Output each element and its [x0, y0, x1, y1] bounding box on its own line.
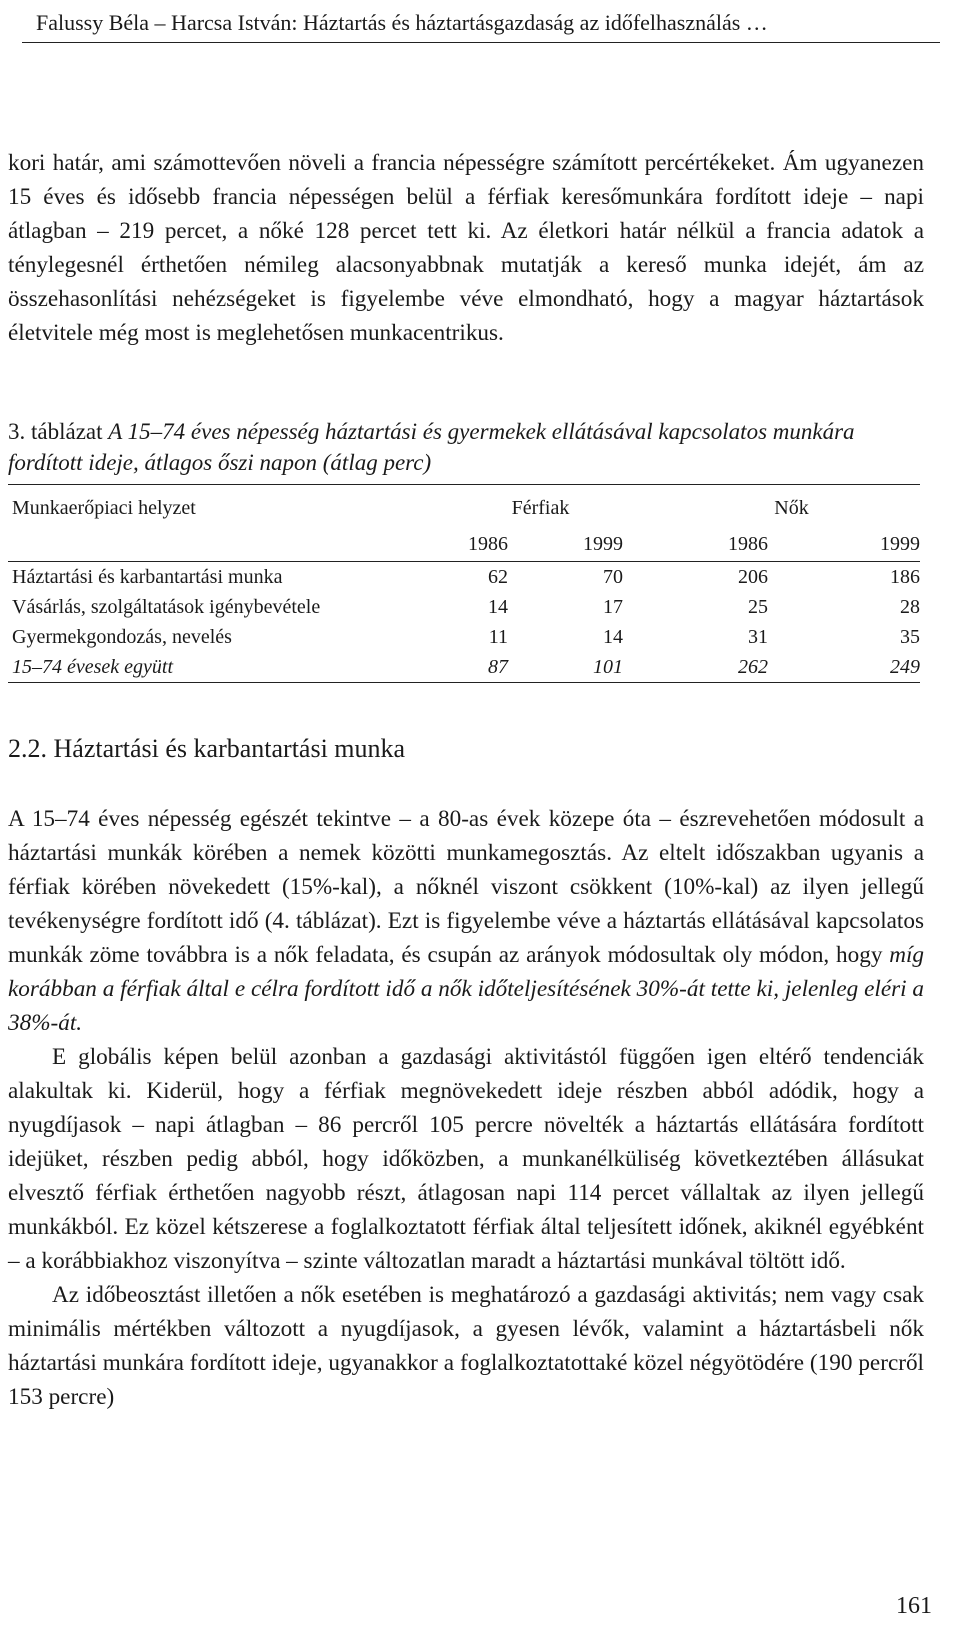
- value-cell: 62: [488, 565, 508, 588]
- value-cell: 101: [508, 652, 623, 683]
- running-header: [22, 2, 940, 43]
- group-men: Férfiak: [418, 485, 623, 528]
- value-cell: 186: [890, 565, 920, 588]
- time-use-table: [8, 484, 920, 683]
- body-paragraph-1-text: A 15–74 éves népesség egészét tekintve – a 80-as évek közepe óta – észrevehetően módosult a háztartási munkák körében a nemek közötti munkamegosztás. Az eltelt időszakban ugyanis a férfiak körében növekedett (15%-kal), a nőknél viszont csökkent (10%-kal) az ilyen jellegű tevékenységre fordított idő (4. táblázat). Ezt is figyelembe véve a háztartás ellátásával kapcsolatos munkák zöme továbbra is a nők feladata, és csupán az arányok módosultak oly módon, hogy: [8, 806, 924, 968]
- value-cell: 31: [748, 625, 768, 648]
- table-caption-text: A 15–74 éves népesség háztartási és gyermekek ellátásával kapcsolatos munkára fordított ideje, átlagos őszi napon (átlag perc): [8, 419, 855, 475]
- value-cell: 70: [603, 565, 623, 588]
- table-total-row: [8, 652, 920, 683]
- year-cell: 1986: [623, 527, 768, 562]
- year-cell: 1999: [768, 527, 920, 562]
- table-year-row: [8, 527, 920, 562]
- value-cell: 11: [488, 625, 508, 648]
- value-cell: 28: [900, 595, 920, 618]
- group-women: Nők: [623, 485, 920, 528]
- value-cell: 262: [623, 652, 768, 683]
- row-label: Gyermekgondozás, nevelés: [12, 625, 232, 648]
- row-label: Vásárlás, szolgáltatások igénybevétele: [12, 595, 321, 618]
- value-cell: 14: [603, 625, 623, 648]
- table-caption-label: 3. táblázat: [8, 419, 103, 444]
- page-number: 161: [896, 1593, 932, 1619]
- table-row: [8, 592, 920, 622]
- intro-paragraph: kori határ, ami számottevően növeli a francia népességre számított percértékeket. Ám ugyanezen 15 éves és idősebb francia népességen belül a férfiak keresőmunkára fordított ideje – napi átlagban – 219 percet, a nőké 128 percet tett ki. Az életkori határ nélkül a francia adatok a ténylegesnél érthetően némileg alacsonyabbnak mutatják a kereső munka idejét, ám az összehasonlítási nehézségeket is figyelembe véve elmondható, hogy a magyar háztartások életvitele még most is meglehetősen munkacentrikus.: [8, 150, 924, 346]
- body-paragraph-2: E globális képen belül azonban a gazdasági aktivitástól függően igen eltérő tendenciák alakultak ki. Kiderül, hogy a férfiak megnövekedett ideje részben abból adódik, hogy a nyugdíjasok – napi átlagban – 86 percről 105 percre növelték a háztartás ellátására fordított idejüket, részben pedig abból, hogy időközben, a munkanélküliség következtében állásukat elvesztő férfiak érthetően nagyobb részt, átlagosan napi 114 percet vállaltak az ilyen jellegű munkákból. Ez közel kétszerese a foglalkoztatott férfiak által teljesített időnek, akiknél egyébként – a korábbiakhoz viszonyítva – szinte változatlan maradt a háztartási munkával töltött idő.: [8, 1044, 924, 1274]
- table-row: [8, 562, 920, 593]
- value-cell: 25: [748, 595, 768, 618]
- year-cell: 1986: [418, 527, 508, 562]
- running-title: Falussy Béla – Harcsa István: Háztartás és háztartásgazdaság az időfelhasználás …: [36, 10, 768, 35]
- row-header: Munkaerőpiaci helyzet: [8, 485, 418, 528]
- intro-paragraph-block: [8, 146, 924, 350]
- value-cell: 14: [488, 595, 508, 618]
- section-heading: 2.2. Háztartási és karbantartási munka: [8, 734, 406, 763]
- body-paragraph-1-italic: míg korábban a férfiak által e célra fordított idő a nők időteljesítésének 30%-át tette ki, jelenleg eléri a 38%-át.: [8, 942, 924, 1036]
- value-cell: 35: [900, 625, 920, 648]
- year-cell: 1999: [508, 527, 623, 562]
- body-paragraph-3: Az időbeosztást illetően a nők esetében is meghatározó a gazdasági aktivitás; nem vagy csak minimális mértékben változott a nyugdíjasok, a gyesen lévők, valamint a háztartásbeli nők háztartási munkára fordított ideje, ugyanakkor a foglalkoztatottaké közel négyötödére (190 percről 153 percre): [8, 1282, 924, 1410]
- body-paragraph-1: [8, 802, 924, 1040]
- row-label: Háztartási és karbantartási munka: [12, 565, 283, 588]
- table-caption: [8, 416, 924, 478]
- table-row: [8, 622, 920, 652]
- row-label: 15–74 évesek együtt: [8, 652, 418, 683]
- value-cell: 249: [768, 652, 920, 683]
- value-cell: 206: [738, 565, 768, 588]
- value-cell: 87: [418, 652, 508, 683]
- value-cell: 17: [603, 595, 623, 618]
- table-group-header-row: [8, 485, 920, 528]
- body-text: [8, 802, 924, 1414]
